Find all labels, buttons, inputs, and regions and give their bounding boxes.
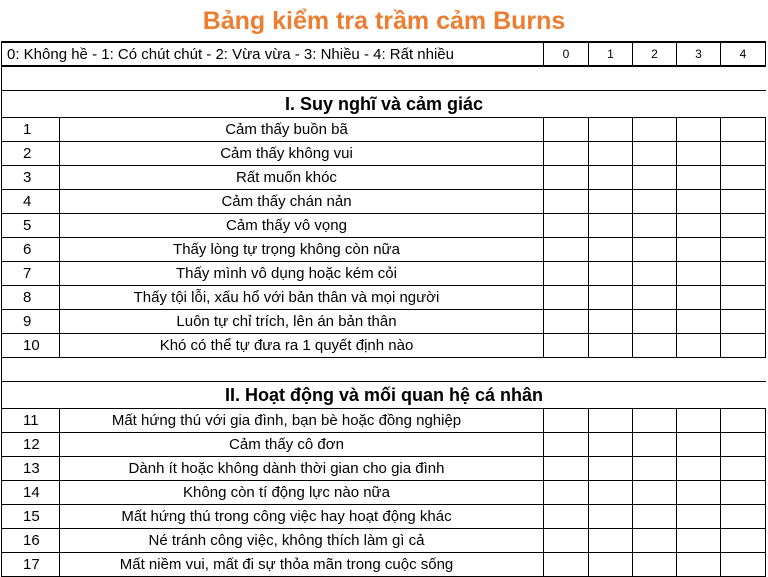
score-cell-2[interactable] — [633, 433, 677, 457]
score-cell-2[interactable] — [633, 262, 677, 286]
score-cell-3[interactable] — [677, 334, 721, 358]
score-cell-1[interactable] — [589, 529, 633, 553]
item-number: 5 — [2, 214, 60, 237]
score-cell-4[interactable] — [721, 142, 766, 166]
score-cell-0[interactable] — [544, 481, 589, 505]
score-cell-1[interactable] — [589, 262, 633, 286]
item-text: Mất niềm vui, mất đi sự thỏa mãn trong cuộc sống — [119, 556, 454, 573]
score-cell-1[interactable] — [589, 142, 633, 166]
score-cell-0[interactable] — [544, 238, 589, 262]
item-row — [2, 214, 544, 238]
score-cell-2[interactable] — [633, 238, 677, 262]
score-cell-0[interactable] — [544, 433, 589, 457]
item-row — [2, 190, 544, 214]
item-text: Dành ít hoặc không dành thời gian cho gia đình — [128, 460, 445, 477]
score-cell-1[interactable] — [589, 409, 633, 433]
score-cell-4[interactable] — [721, 166, 766, 190]
item-number: 14 — [2, 481, 60, 504]
item-number: 7 — [2, 262, 60, 285]
section-heading: I. Suy nghĩ và cảm giác — [2, 91, 766, 118]
item-number: 12 — [2, 433, 60, 456]
item-row — [2, 118, 544, 142]
item-row — [2, 481, 544, 505]
score-cell-3[interactable] — [677, 142, 721, 166]
score-header-1: 1 — [589, 43, 633, 67]
item-number: 3 — [2, 166, 60, 189]
item-text: Thấy lòng tự trọng không còn nữa — [173, 241, 400, 258]
item-row — [2, 238, 544, 262]
section-spacer — [2, 358, 766, 382]
item-row — [2, 409, 544, 433]
item-number: 15 — [2, 505, 60, 528]
score-cell-1[interactable] — [589, 166, 633, 190]
item-text: Thấy tội lỗi, xấu hổ với bản thân và mọi người — [133, 289, 440, 306]
score-cell-3[interactable] — [677, 505, 721, 529]
score-cell-0[interactable] — [544, 553, 589, 577]
score-cell-2[interactable] — [633, 481, 677, 505]
score-cell-1[interactable] — [589, 286, 633, 310]
score-cell-4[interactable] — [721, 286, 766, 310]
item-text: Cảm thấy chán nản — [221, 193, 352, 210]
item-text: Cảm thấy vô vọng — [226, 217, 347, 234]
item-text: Cảm thấy không vui — [220, 145, 353, 162]
score-cell-0[interactable] — [544, 409, 589, 433]
score-cell-3[interactable] — [677, 310, 721, 334]
score-cell-1[interactable] — [589, 238, 633, 262]
score-cell-0[interactable] — [544, 505, 589, 529]
item-number: 16 — [2, 529, 60, 552]
score-cell-1[interactable] — [589, 310, 633, 334]
section-heading: II. Hoạt động và mối quan hệ cá nhân — [2, 382, 766, 409]
item-row — [2, 529, 544, 553]
score-cell-0[interactable] — [544, 310, 589, 334]
page-title: Bảng kiểm tra trầm cảm Burns — [202, 7, 566, 35]
score-cell-2[interactable] — [633, 166, 677, 190]
score-cell-3[interactable] — [677, 433, 721, 457]
score-cell-2[interactable] — [633, 310, 677, 334]
score-cell-3[interactable] — [677, 262, 721, 286]
legend-cell: 0: Không hề - 1: Có chút chút - 2: Vừa vừa - 3: Nhiều - 4: Rất nhiều — [2, 43, 544, 67]
score-cell-4[interactable] — [721, 310, 766, 334]
score-cell-1[interactable] — [589, 334, 633, 358]
score-cell-4[interactable] — [721, 457, 766, 481]
score-cell-0[interactable] — [544, 142, 589, 166]
score-cell-0[interactable] — [544, 214, 589, 238]
score-cell-2[interactable] — [633, 457, 677, 481]
score-header-2: 2 — [633, 43, 677, 67]
item-row — [2, 433, 544, 457]
item-number: 1 — [2, 118, 60, 141]
score-cell-0[interactable] — [544, 166, 589, 190]
section-spacer — [2, 67, 766, 91]
score-cell-3[interactable] — [677, 553, 721, 577]
item-text: Rất muốn khóc — [236, 169, 337, 186]
score-cell-1[interactable] — [589, 553, 633, 577]
item-text: Né tránh công việc, không thích làm gì cả — [148, 532, 425, 549]
item-number: 6 — [2, 238, 60, 261]
score-cell-3[interactable] — [677, 529, 721, 553]
score-cell-0[interactable] — [544, 457, 589, 481]
item-row — [2, 166, 544, 190]
item-number: 17 — [2, 553, 60, 576]
item-text: Mất hứng thú với gia đình, bạn bè hoặc đồng nghiệp — [111, 412, 462, 429]
score-cell-0[interactable] — [544, 334, 589, 358]
item-row — [2, 262, 544, 286]
score-cell-2[interactable] — [633, 334, 677, 358]
item-row — [2, 553, 544, 577]
score-cell-2[interactable] — [633, 409, 677, 433]
score-cell-2[interactable] — [633, 286, 677, 310]
score-cell-4[interactable] — [721, 505, 766, 529]
item-row — [2, 334, 544, 358]
score-cell-4[interactable] — [721, 409, 766, 433]
item-text: Khó có thể tự đưa ra 1 quyết định nào — [159, 337, 414, 354]
score-cell-2[interactable] — [633, 505, 677, 529]
score-cell-3[interactable] — [677, 214, 721, 238]
item-number: 10 — [2, 334, 60, 357]
score-cell-4[interactable] — [721, 238, 766, 262]
item-number: 11 — [2, 409, 60, 432]
score-cell-0[interactable] — [544, 529, 589, 553]
item-number: 4 — [2, 190, 60, 213]
score-cell-3[interactable] — [677, 190, 721, 214]
item-row — [2, 286, 544, 310]
checklist-table — [1, 41, 766, 577]
item-row — [2, 310, 544, 334]
item-number: 2 — [2, 142, 60, 165]
item-row — [2, 142, 544, 166]
score-cell-3[interactable] — [677, 457, 721, 481]
score-cell-3[interactable] — [677, 166, 721, 190]
score-header-4: 4 — [721, 43, 766, 67]
score-cell-2[interactable] — [633, 553, 677, 577]
score-cell-0[interactable] — [544, 262, 589, 286]
score-cell-1[interactable] — [589, 433, 633, 457]
item-text: Luôn tự chỉ trích, lên án bản thân — [176, 313, 397, 330]
score-cell-1[interactable] — [589, 214, 633, 238]
score-cell-4[interactable] — [721, 262, 766, 286]
score-cell-1[interactable] — [589, 118, 633, 142]
item-text: Không còn tí động lực nào nữa — [183, 484, 390, 501]
score-header-0: 0 — [544, 43, 589, 67]
score-cell-4[interactable] — [721, 190, 766, 214]
score-cell-4[interactable] — [721, 481, 766, 505]
score-cell-4[interactable] — [721, 118, 766, 142]
score-cell-0[interactable] — [544, 286, 589, 310]
score-cell-3[interactable] — [677, 481, 721, 505]
item-text: Mất hứng thú trong công việc hay hoạt động khác — [121, 508, 452, 525]
score-header-3: 3 — [677, 43, 721, 67]
item-row — [2, 505, 544, 529]
score-cell-2[interactable] — [633, 118, 677, 142]
score-cell-2[interactable] — [633, 142, 677, 166]
score-cell-1[interactable] — [589, 190, 633, 214]
score-cell-1[interactable] — [589, 505, 633, 529]
item-text: Cảm thấy cô đơn — [229, 436, 344, 453]
score-cell-3[interactable] — [677, 118, 721, 142]
score-cell-2[interactable] — [633, 529, 677, 553]
score-cell-0[interactable] — [544, 118, 589, 142]
item-number: 13 — [2, 457, 60, 480]
score-cell-4[interactable] — [721, 214, 766, 238]
score-cell-1[interactable] — [589, 457, 633, 481]
score-cell-2[interactable] — [633, 190, 677, 214]
score-cell-3[interactable] — [677, 238, 721, 262]
score-cell-4[interactable] — [721, 529, 766, 553]
score-cell-2[interactable] — [633, 214, 677, 238]
item-row — [2, 457, 544, 481]
score-cell-3[interactable] — [677, 286, 721, 310]
item-text: Cảm thấy buồn bã — [225, 121, 348, 138]
score-cell-0[interactable] — [544, 190, 589, 214]
score-cell-4[interactable] — [721, 433, 766, 457]
item-number: 9 — [2, 310, 60, 333]
score-cell-4[interactable] — [721, 334, 766, 358]
item-number: 8 — [2, 286, 60, 309]
score-cell-3[interactable] — [677, 409, 721, 433]
score-cell-4[interactable] — [721, 553, 766, 577]
item-text: Thấy mình vô dụng hoặc kém cỏi — [176, 265, 397, 282]
score-cell-1[interactable] — [589, 481, 633, 505]
